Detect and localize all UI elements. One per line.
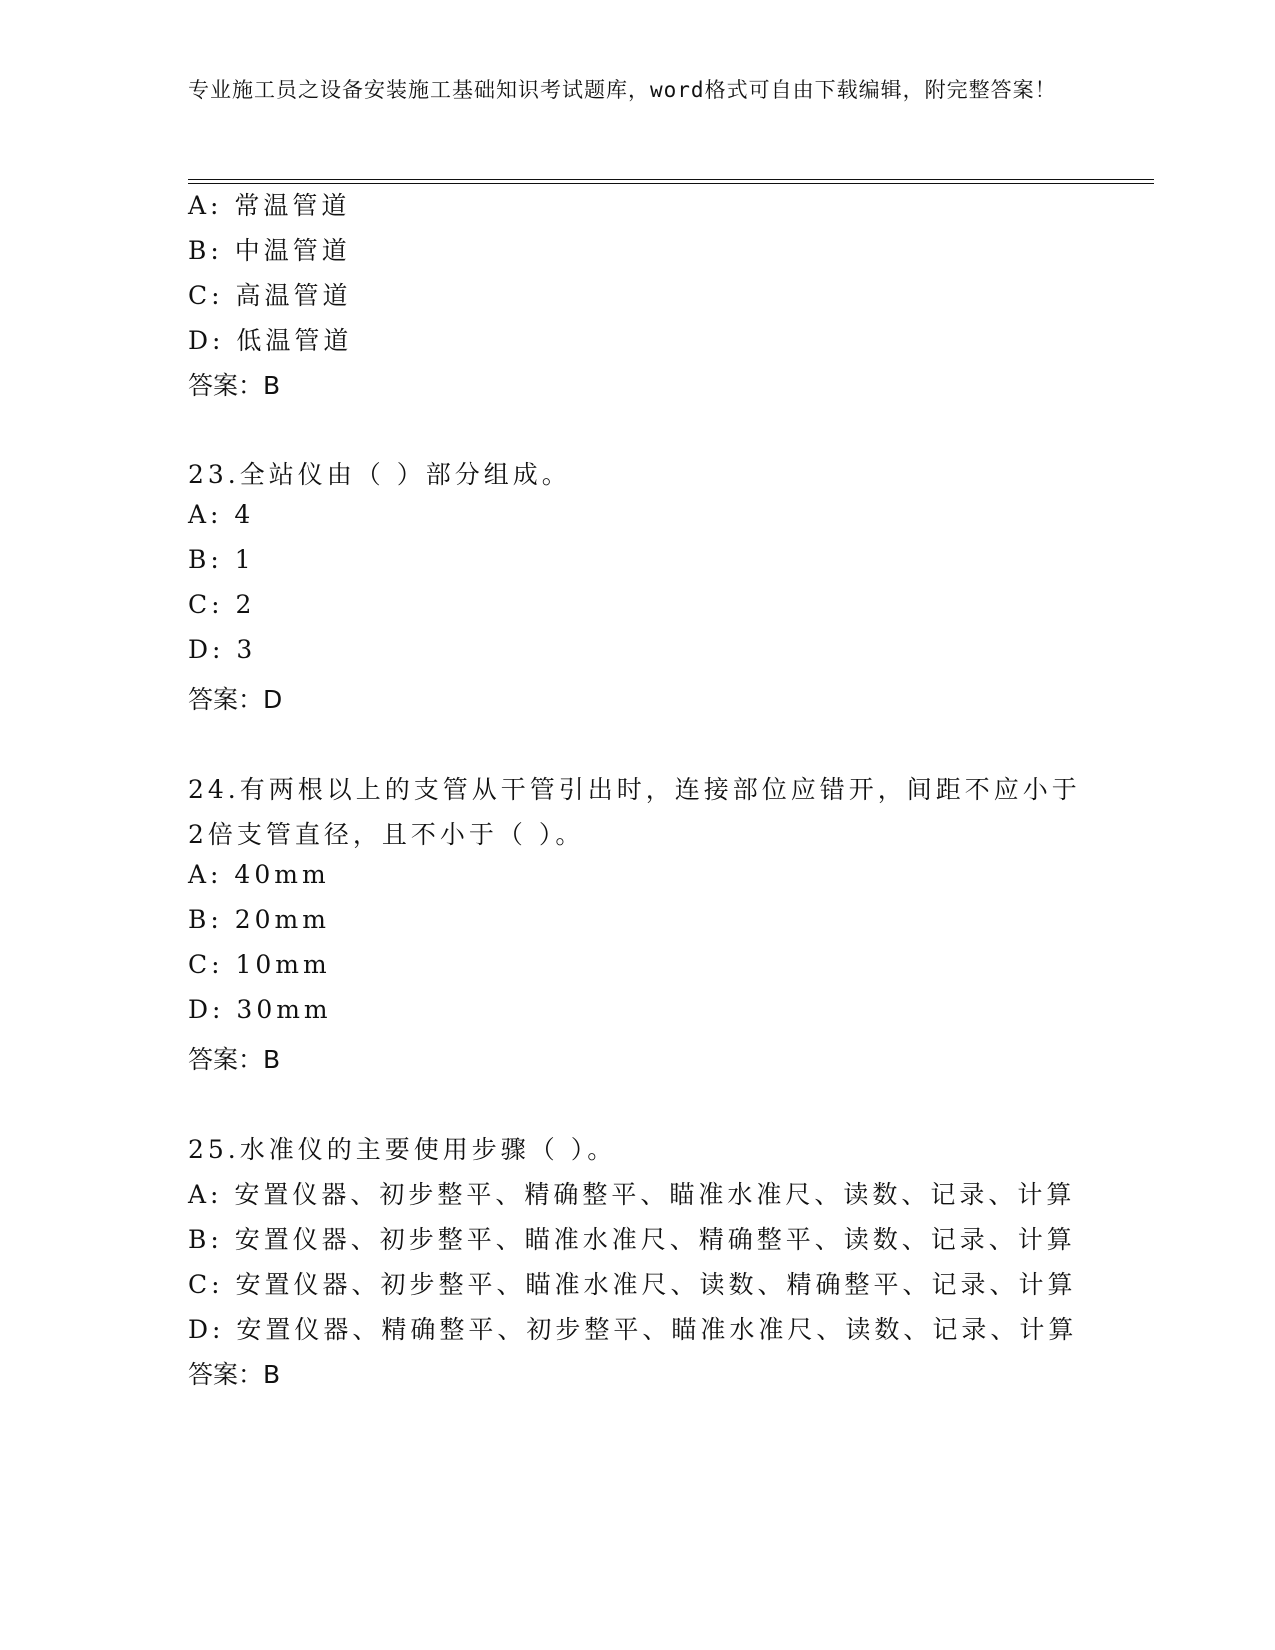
q25-question: 25.水准仪的主要使用步骤（ ）。 — [188, 1135, 617, 1164]
q23-option-d: D: 3 — [188, 635, 257, 664]
q23-option-c: C: 2 — [188, 590, 256, 619]
q24-answer: 答案：B — [188, 1045, 281, 1074]
q23-option-a: A: 4 — [188, 500, 255, 529]
q23-answer: 答案：D — [188, 685, 283, 714]
q23-question: 23.全站仪由（ ）部分组成。 — [188, 460, 571, 489]
header-rule-thick — [188, 183, 1154, 184]
q24-option-a: A: 40mm — [188, 860, 330, 889]
q24-option-c: C: 10mm — [188, 950, 331, 979]
q22-option-b: B: 中温管道 — [188, 236, 351, 265]
q25-option-c: C: 安置仪器、初步整平、瞄准水准尺、读数、精确整平、记录、计算 — [188, 1270, 1077, 1299]
q25-option-d: D: 安置仪器、精确整平、初步整平、瞄准水准尺、读数、记录、计算 — [188, 1315, 1078, 1344]
q22-option-d: D: 低温管道 — [188, 326, 353, 355]
header-rule-thin — [188, 179, 1154, 180]
q25-option-b: B: 安置仪器、初步整平、瞄准水准尺、精确整平、读数、记录、计算 — [188, 1225, 1076, 1254]
q25-answer: 答案：B — [188, 1360, 281, 1389]
q22-answer: 答案：B — [188, 371, 281, 400]
q22-option-a: A: 常温管道 — [188, 191, 351, 220]
q24-option-d: D: 30mm — [188, 995, 332, 1024]
q24-question-line1: 24.有两根以上的支管从干管引出时，连接部位应错开，间距不应小于 — [188, 775, 1081, 804]
q22-option-c: C: 高温管道 — [188, 281, 352, 310]
q25-option-a: A: 安置仪器、初步整平、精确整平、瞄准水准尺、读数、记录、计算 — [188, 1180, 1076, 1209]
q23-option-b: B: 1 — [188, 545, 255, 574]
q24-option-b: B: 20mm — [188, 905, 330, 934]
q24-question-line2: 2倍支管直径，且不小于（ ）。 — [188, 820, 585, 849]
document-header: 专业施工员之设备安装施工基础知识考试题库，word格式可自由下载编辑，附完整答案！ — [188, 78, 1057, 102]
